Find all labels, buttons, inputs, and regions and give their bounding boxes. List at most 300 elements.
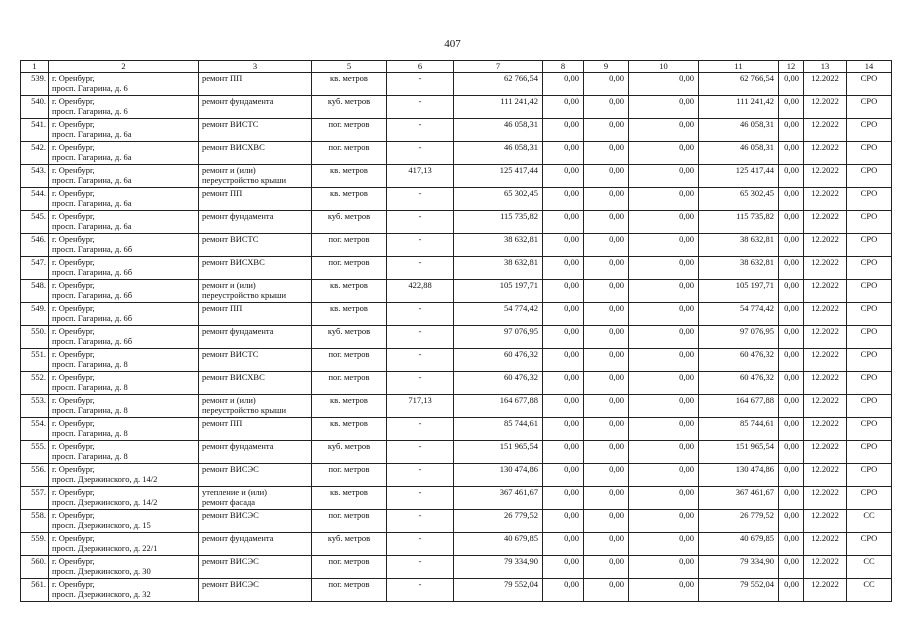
local-budget-cell: 0,00 bbox=[629, 510, 699, 533]
unit-cell: пог. метров bbox=[312, 142, 387, 165]
page-number: 407 bbox=[444, 38, 461, 50]
cost-total-cell: 105 197,71 bbox=[454, 280, 543, 303]
table-row bbox=[21, 418, 892, 441]
deadline-cell: 12.2022 bbox=[804, 165, 847, 188]
cost-total-cell: 60 476,32 bbox=[454, 349, 543, 372]
fund-cell: 0,00 bbox=[543, 142, 584, 165]
budget-cell: 0,00 bbox=[584, 395, 629, 418]
local-budget-cell: 0,00 bbox=[629, 326, 699, 349]
other-funds-cell: 0,00 bbox=[779, 556, 804, 579]
table-row bbox=[21, 464, 892, 487]
unit-cell: пог. метров bbox=[312, 372, 387, 395]
cost-total-cell: 62 766,54 bbox=[454, 73, 543, 96]
address-cell: г. Оренбург, просп. Гагарина, д. 6б bbox=[49, 280, 199, 303]
deadline-cell: 12.2022 bbox=[804, 487, 847, 510]
cost-total-cell: 97 076,95 bbox=[454, 326, 543, 349]
local-budget-cell: 0,00 bbox=[629, 487, 699, 510]
column-header: 14 bbox=[847, 61, 892, 73]
deadline-cell: 12.2022 bbox=[804, 211, 847, 234]
local-budget-cell: 0,00 bbox=[629, 73, 699, 96]
unit-cell: пог. метров bbox=[312, 510, 387, 533]
work-type-cell: ремонт фундамента bbox=[199, 96, 312, 119]
fund-cell: 0,00 bbox=[543, 73, 584, 96]
quantity-cell: - bbox=[387, 441, 454, 464]
other-funds-cell: 0,00 bbox=[779, 188, 804, 211]
quantity-cell: - bbox=[387, 326, 454, 349]
unit-cell: кв. метров bbox=[312, 487, 387, 510]
work-type-cell: ремонт ВИСТС bbox=[199, 119, 312, 142]
work-type-cell: утепление и (или) ремонт фасада bbox=[199, 487, 312, 510]
row-number: 550. bbox=[21, 326, 49, 349]
fund-cell: 0,00 bbox=[543, 257, 584, 280]
quantity-cell: - bbox=[387, 533, 454, 556]
other-funds-cell: 0,00 bbox=[779, 349, 804, 372]
deadline-cell: 12.2022 bbox=[804, 579, 847, 602]
table-row bbox=[21, 487, 892, 510]
budget-cell: 0,00 bbox=[584, 257, 629, 280]
deadline-cell: 12.2022 bbox=[804, 372, 847, 395]
other-funds-cell: 0,00 bbox=[779, 165, 804, 188]
deadline-cell: 12.2022 bbox=[804, 73, 847, 96]
unit-cell: пог. метров bbox=[312, 556, 387, 579]
cost-total-cell: 38 632,81 bbox=[454, 257, 543, 280]
work-type-cell: ремонт фундамента bbox=[199, 441, 312, 464]
other-funds-cell: 0,00 bbox=[779, 142, 804, 165]
local-budget-cell: 0,00 bbox=[629, 418, 699, 441]
deadline-cell: 12.2022 bbox=[804, 441, 847, 464]
local-budget-cell: 0,00 bbox=[629, 533, 699, 556]
deadline-cell: 12.2022 bbox=[804, 349, 847, 372]
quantity-cell: - bbox=[387, 303, 454, 326]
fund-cell: 0,00 bbox=[543, 96, 584, 119]
address-cell: г. Оренбург, просп. Гагарина, д. 8 bbox=[49, 441, 199, 464]
owners-funds-cell: 115 735,82 bbox=[699, 211, 779, 234]
method-cell: СРО bbox=[847, 303, 892, 326]
table-body bbox=[21, 73, 892, 602]
unit-cell: куб. метров bbox=[312, 533, 387, 556]
address-cell: г. Оренбург, просп. Гагарина, д. 6б bbox=[49, 257, 199, 280]
cost-total-cell: 79 334,90 bbox=[454, 556, 543, 579]
owners-funds-cell: 79 334,90 bbox=[699, 556, 779, 579]
deadline-cell: 12.2022 bbox=[804, 119, 847, 142]
work-type-cell: ремонт фундамента bbox=[199, 211, 312, 234]
quantity-cell: 417,13 bbox=[387, 165, 454, 188]
other-funds-cell: 0,00 bbox=[779, 119, 804, 142]
unit-cell: кв. метров bbox=[312, 395, 387, 418]
cost-total-cell: 85 744,61 bbox=[454, 418, 543, 441]
unit-cell: пог. метров bbox=[312, 119, 387, 142]
budget-cell: 0,00 bbox=[584, 579, 629, 602]
address-cell: г. Оренбург, просп. Гагарина, д. 6б bbox=[49, 326, 199, 349]
deadline-cell: 12.2022 bbox=[804, 234, 847, 257]
other-funds-cell: 0,00 bbox=[779, 303, 804, 326]
other-funds-cell: 0,00 bbox=[779, 280, 804, 303]
table-row bbox=[21, 533, 892, 556]
method-cell: СРО bbox=[847, 96, 892, 119]
unit-cell: кв. метров bbox=[312, 188, 387, 211]
other-funds-cell: 0,00 bbox=[779, 96, 804, 119]
work-type-cell: ремонт ПП bbox=[199, 73, 312, 96]
other-funds-cell: 0,00 bbox=[779, 579, 804, 602]
unit-cell: пог. метров bbox=[312, 349, 387, 372]
quantity-cell: - bbox=[387, 579, 454, 602]
local-budget-cell: 0,00 bbox=[629, 165, 699, 188]
row-number: 556. bbox=[21, 464, 49, 487]
fund-cell: 0,00 bbox=[543, 579, 584, 602]
other-funds-cell: 0,00 bbox=[779, 73, 804, 96]
deadline-cell: 12.2022 bbox=[804, 96, 847, 119]
unit-cell: куб. метров bbox=[312, 326, 387, 349]
fund-cell: 0,00 bbox=[543, 395, 584, 418]
unit-cell: пог. метров bbox=[312, 257, 387, 280]
budget-cell: 0,00 bbox=[584, 418, 629, 441]
work-type-cell: ремонт и (или) переустройство крыши bbox=[199, 165, 312, 188]
table-row bbox=[21, 73, 892, 96]
owners-funds-cell: 111 241,42 bbox=[699, 96, 779, 119]
quantity-cell: - bbox=[387, 510, 454, 533]
column-header: 11 bbox=[699, 61, 779, 73]
local-budget-cell: 0,00 bbox=[629, 257, 699, 280]
owners-funds-cell: 367 461,67 bbox=[699, 487, 779, 510]
other-funds-cell: 0,00 bbox=[779, 510, 804, 533]
address-cell: г. Оренбург, просп. Гагарина, д. 6б bbox=[49, 234, 199, 257]
cost-total-cell: 79 552,04 bbox=[454, 579, 543, 602]
method-cell: СРО bbox=[847, 533, 892, 556]
budget-cell: 0,00 bbox=[584, 73, 629, 96]
owners-funds-cell: 40 679,85 bbox=[699, 533, 779, 556]
cost-total-cell: 130 474,86 bbox=[454, 464, 543, 487]
fund-cell: 0,00 bbox=[543, 487, 584, 510]
cost-total-cell: 40 679,85 bbox=[454, 533, 543, 556]
quantity-cell: - bbox=[387, 73, 454, 96]
quantity-cell: - bbox=[387, 487, 454, 510]
cost-total-cell: 46 058,31 bbox=[454, 119, 543, 142]
cost-total-cell: 115 735,82 bbox=[454, 211, 543, 234]
row-number: 551. bbox=[21, 349, 49, 372]
method-cell: СРО bbox=[847, 326, 892, 349]
row-number: 545. bbox=[21, 211, 49, 234]
fund-cell: 0,00 bbox=[543, 533, 584, 556]
table-row bbox=[21, 326, 892, 349]
owners-funds-cell: 60 476,32 bbox=[699, 349, 779, 372]
method-cell: СРО bbox=[847, 349, 892, 372]
quantity-cell: - bbox=[387, 556, 454, 579]
owners-funds-cell: 46 058,31 bbox=[699, 119, 779, 142]
address-cell: г. Оренбург, просп. Гагарина, д. 8 bbox=[49, 395, 199, 418]
unit-cell: кв. метров bbox=[312, 280, 387, 303]
address-cell: г. Оренбург, просп. Дзержинского, д. 32 bbox=[49, 579, 199, 602]
address-cell: г. Оренбург, просп. Гагарина, д. 6а bbox=[49, 142, 199, 165]
other-funds-cell: 0,00 bbox=[779, 257, 804, 280]
work-type-cell: ремонт и (или) переустройство крыши bbox=[199, 280, 312, 303]
local-budget-cell: 0,00 bbox=[629, 464, 699, 487]
unit-cell: куб. метров bbox=[312, 211, 387, 234]
local-budget-cell: 0,00 bbox=[629, 188, 699, 211]
local-budget-cell: 0,00 bbox=[629, 96, 699, 119]
table-row bbox=[21, 119, 892, 142]
table-row bbox=[21, 395, 892, 418]
cost-total-cell: 125 417,44 bbox=[454, 165, 543, 188]
table-row bbox=[21, 579, 892, 602]
table-row bbox=[21, 211, 892, 234]
quantity-cell: 717,13 bbox=[387, 395, 454, 418]
work-type-cell: ремонт фундамента bbox=[199, 533, 312, 556]
local-budget-cell: 0,00 bbox=[629, 349, 699, 372]
other-funds-cell: 0,00 bbox=[779, 234, 804, 257]
work-type-cell: ремонт ВИСХВС bbox=[199, 142, 312, 165]
deadline-cell: 12.2022 bbox=[804, 556, 847, 579]
owners-funds-cell: 54 774,42 bbox=[699, 303, 779, 326]
fund-cell: 0,00 bbox=[543, 280, 584, 303]
unit-cell: кв. метров bbox=[312, 165, 387, 188]
deadline-cell: 12.2022 bbox=[804, 418, 847, 441]
cost-total-cell: 367 461,67 bbox=[454, 487, 543, 510]
address-cell: г. Оренбург, просп. Дзержинского, д. 22/1 bbox=[49, 533, 199, 556]
column-header: 6 bbox=[387, 61, 454, 73]
fund-cell: 0,00 bbox=[543, 441, 584, 464]
fund-cell: 0,00 bbox=[543, 303, 584, 326]
method-cell: СРО bbox=[847, 211, 892, 234]
address-cell: г. Оренбург, просп. Гагарина, д. 8 bbox=[49, 418, 199, 441]
quantity-cell: - bbox=[387, 188, 454, 211]
quantity-cell: - bbox=[387, 211, 454, 234]
fund-cell: 0,00 bbox=[543, 211, 584, 234]
unit-cell: пог. метров bbox=[312, 234, 387, 257]
other-funds-cell: 0,00 bbox=[779, 211, 804, 234]
cost-total-cell: 151 965,54 bbox=[454, 441, 543, 464]
budget-cell: 0,00 bbox=[584, 510, 629, 533]
unit-cell: пог. метров bbox=[312, 464, 387, 487]
method-cell: СС bbox=[847, 510, 892, 533]
row-number: 557. bbox=[21, 487, 49, 510]
deadline-cell: 12.2022 bbox=[804, 464, 847, 487]
local-budget-cell: 0,00 bbox=[629, 441, 699, 464]
column-header: 5 bbox=[312, 61, 387, 73]
deadline-cell: 12.2022 bbox=[804, 395, 847, 418]
deadline-cell: 12.2022 bbox=[804, 303, 847, 326]
quantity-cell: - bbox=[387, 418, 454, 441]
owners-funds-cell: 26 779,52 bbox=[699, 510, 779, 533]
address-cell: г. Оренбург, просп. Гагарина, д. 6 bbox=[49, 73, 199, 96]
row-number: 560. bbox=[21, 556, 49, 579]
column-header: 12 bbox=[779, 61, 804, 73]
other-funds-cell: 0,00 bbox=[779, 395, 804, 418]
cost-total-cell: 54 774,42 bbox=[454, 303, 543, 326]
deadline-cell: 12.2022 bbox=[804, 188, 847, 211]
fund-cell: 0,00 bbox=[543, 418, 584, 441]
owners-funds-cell: 85 744,61 bbox=[699, 418, 779, 441]
column-header: 13 bbox=[804, 61, 847, 73]
row-number: 555. bbox=[21, 441, 49, 464]
budget-cell: 0,00 bbox=[584, 188, 629, 211]
budget-cell: 0,00 bbox=[584, 326, 629, 349]
owners-funds-cell: 79 552,04 bbox=[699, 579, 779, 602]
column-header: 10 bbox=[629, 61, 699, 73]
cost-total-cell: 111 241,42 bbox=[454, 96, 543, 119]
row-number: 541. bbox=[21, 119, 49, 142]
method-cell: СРО bbox=[847, 441, 892, 464]
row-number: 542. bbox=[21, 142, 49, 165]
address-cell: г. Оренбург, просп. Гагарина, д. 6б bbox=[49, 303, 199, 326]
owners-funds-cell: 130 474,86 bbox=[699, 464, 779, 487]
column-header: 9 bbox=[584, 61, 629, 73]
quantity-cell: - bbox=[387, 234, 454, 257]
row-number: 558. bbox=[21, 510, 49, 533]
method-cell: СРО bbox=[847, 165, 892, 188]
quantity-cell: - bbox=[387, 119, 454, 142]
table-row bbox=[21, 280, 892, 303]
address-cell: г. Оренбург, просп. Гагарина, д. 6 bbox=[49, 96, 199, 119]
owners-funds-cell: 65 302,45 bbox=[699, 188, 779, 211]
deadline-cell: 12.2022 bbox=[804, 510, 847, 533]
row-number: 549. bbox=[21, 303, 49, 326]
quantity-cell: - bbox=[387, 349, 454, 372]
table-row bbox=[21, 349, 892, 372]
budget-cell: 0,00 bbox=[584, 372, 629, 395]
row-number: 543. bbox=[21, 165, 49, 188]
address-cell: г. Оренбург, просп. Гагарина, д. 6а bbox=[49, 165, 199, 188]
row-number: 539. bbox=[21, 73, 49, 96]
table-row bbox=[21, 303, 892, 326]
cost-total-cell: 26 779,52 bbox=[454, 510, 543, 533]
row-number: 540. bbox=[21, 96, 49, 119]
other-funds-cell: 0,00 bbox=[779, 464, 804, 487]
method-cell: СРО bbox=[847, 142, 892, 165]
local-budget-cell: 0,00 bbox=[629, 280, 699, 303]
owners-funds-cell: 151 965,54 bbox=[699, 441, 779, 464]
quantity-cell: - bbox=[387, 464, 454, 487]
row-number: 546. bbox=[21, 234, 49, 257]
work-type-cell: ремонт ПП bbox=[199, 188, 312, 211]
budget-cell: 0,00 bbox=[584, 211, 629, 234]
fund-cell: 0,00 bbox=[543, 349, 584, 372]
method-cell: СРО bbox=[847, 188, 892, 211]
address-cell: г. Оренбург, просп. Гагарина, д. 8 bbox=[49, 372, 199, 395]
method-cell: СРО bbox=[847, 234, 892, 257]
address-cell: г. Оренбург, просп. Гагарина, д. 6а bbox=[49, 119, 199, 142]
local-budget-cell: 0,00 bbox=[629, 211, 699, 234]
column-header: 7 bbox=[454, 61, 543, 73]
budget-cell: 0,00 bbox=[584, 441, 629, 464]
fund-cell: 0,00 bbox=[543, 326, 584, 349]
table-row bbox=[21, 165, 892, 188]
unit-cell: куб. метров bbox=[312, 96, 387, 119]
budget-cell: 0,00 bbox=[584, 165, 629, 188]
method-cell: СРО bbox=[847, 73, 892, 96]
column-header: 8 bbox=[543, 61, 584, 73]
row-number: 552. bbox=[21, 372, 49, 395]
quantity-cell: - bbox=[387, 372, 454, 395]
table-row bbox=[21, 234, 892, 257]
quantity-cell: - bbox=[387, 96, 454, 119]
work-type-cell: ремонт ВИСХВС bbox=[199, 372, 312, 395]
table-row bbox=[21, 188, 892, 211]
fund-cell: 0,00 bbox=[543, 464, 584, 487]
unit-cell: кв. метров bbox=[312, 303, 387, 326]
budget-cell: 0,00 bbox=[584, 464, 629, 487]
column-header: 2 bbox=[49, 61, 199, 73]
owners-funds-cell: 125 417,44 bbox=[699, 165, 779, 188]
fund-cell: 0,00 bbox=[543, 188, 584, 211]
owners-funds-cell: 105 197,71 bbox=[699, 280, 779, 303]
address-cell: г. Оренбург, просп. Гагарина, д. 8 bbox=[49, 349, 199, 372]
budget-cell: 0,00 bbox=[584, 303, 629, 326]
table-row bbox=[21, 556, 892, 579]
unit-cell: пог. метров bbox=[312, 579, 387, 602]
row-number: 559. bbox=[21, 533, 49, 556]
row-number: 544. bbox=[21, 188, 49, 211]
cost-total-cell: 46 058,31 bbox=[454, 142, 543, 165]
local-budget-cell: 0,00 bbox=[629, 579, 699, 602]
method-cell: СРО bbox=[847, 395, 892, 418]
fund-cell: 0,00 bbox=[543, 372, 584, 395]
repair-schedule-table bbox=[20, 60, 892, 602]
row-number: 554. bbox=[21, 418, 49, 441]
work-type-cell: ремонт ВИСТС bbox=[199, 234, 312, 257]
work-type-cell: ремонт ПП bbox=[199, 303, 312, 326]
other-funds-cell: 0,00 bbox=[779, 372, 804, 395]
work-type-cell: ремонт ВИСТС bbox=[199, 349, 312, 372]
table-row bbox=[21, 372, 892, 395]
work-type-cell: ремонт ПП bbox=[199, 418, 312, 441]
local-budget-cell: 0,00 bbox=[629, 234, 699, 257]
budget-cell: 0,00 bbox=[584, 234, 629, 257]
deadline-cell: 12.2022 bbox=[804, 326, 847, 349]
table-row bbox=[21, 96, 892, 119]
other-funds-cell: 0,00 bbox=[779, 418, 804, 441]
cost-total-cell: 65 302,45 bbox=[454, 188, 543, 211]
local-budget-cell: 0,00 bbox=[629, 142, 699, 165]
local-budget-cell: 0,00 bbox=[629, 395, 699, 418]
budget-cell: 0,00 bbox=[584, 119, 629, 142]
owners-funds-cell: 38 632,81 bbox=[699, 257, 779, 280]
row-number: 561. bbox=[21, 579, 49, 602]
method-cell: СРО bbox=[847, 372, 892, 395]
work-type-cell: ремонт ВИСЭС bbox=[199, 510, 312, 533]
quantity-cell: - bbox=[387, 257, 454, 280]
work-type-cell: ремонт ВИСХВС bbox=[199, 257, 312, 280]
budget-cell: 0,00 bbox=[584, 533, 629, 556]
method-cell: СРО bbox=[847, 280, 892, 303]
column-header: 1 bbox=[21, 61, 49, 73]
deadline-cell: 12.2022 bbox=[804, 257, 847, 280]
owners-funds-cell: 46 058,31 bbox=[699, 142, 779, 165]
fund-cell: 0,00 bbox=[543, 556, 584, 579]
other-funds-cell: 0,00 bbox=[779, 441, 804, 464]
address-cell: г. Оренбург, просп. Гагарина, д. 6а bbox=[49, 211, 199, 234]
method-cell: СРО bbox=[847, 418, 892, 441]
address-cell: г. Оренбург, просп. Гагарина, д. 6а bbox=[49, 188, 199, 211]
unit-cell: кв. метров bbox=[312, 418, 387, 441]
cost-total-cell: 60 476,32 bbox=[454, 372, 543, 395]
header-row bbox=[21, 61, 892, 73]
work-type-cell: ремонт ВИСЭС bbox=[199, 464, 312, 487]
owners-funds-cell: 62 766,54 bbox=[699, 73, 779, 96]
row-number: 548. bbox=[21, 280, 49, 303]
column-header: 3 bbox=[199, 61, 312, 73]
budget-cell: 0,00 bbox=[584, 96, 629, 119]
unit-cell: кв. метров bbox=[312, 73, 387, 96]
cost-total-cell: 164 677,88 bbox=[454, 395, 543, 418]
budget-cell: 0,00 bbox=[584, 142, 629, 165]
other-funds-cell: 0,00 bbox=[779, 533, 804, 556]
deadline-cell: 12.2022 bbox=[804, 533, 847, 556]
deadline-cell: 12.2022 bbox=[804, 280, 847, 303]
row-number: 547. bbox=[21, 257, 49, 280]
table-row bbox=[21, 441, 892, 464]
method-cell: СС bbox=[847, 579, 892, 602]
owners-funds-cell: 60 476,32 bbox=[699, 372, 779, 395]
